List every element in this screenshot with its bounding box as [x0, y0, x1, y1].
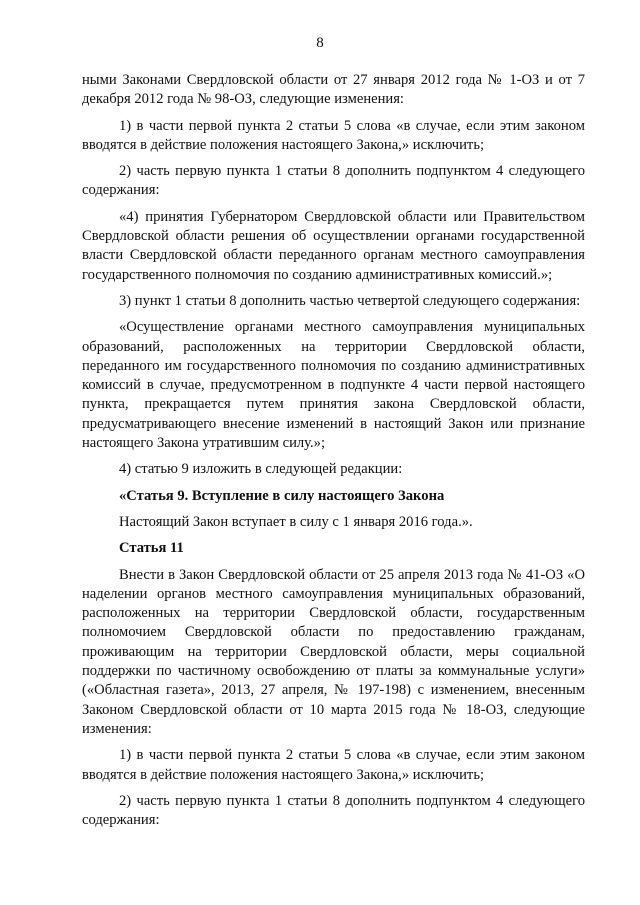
- paragraph-item-3: 3) пункт 1 статьи 8 дополнить частью четвертой следующего содержания:: [119, 292, 581, 309]
- page-number: 8: [316, 35, 324, 51]
- paragraph-article-9-text: Настоящий Закон вступает в силу с 1 января 2016 года.».: [119, 513, 473, 530]
- paragraph-article-11-item-1: 1) в части первой пункта 2 статьи 5 слова «в случае, если этим законом вводятся в действие положения настоящего Закона,» исключить;: [82, 747, 585, 783]
- paragraph-continuation: ными Законами Свердловской области от 27 января 2012 года № 1-ОЗ и от 7 декабря 2012 года № 98-ОЗ, следующие изменения:: [82, 72, 585, 108]
- paragraph-item-1: 1) в части первой пункта 2 статьи 5 слова «в случае, если этим законом вводятся в действие положения настоящего Закона,» исключить;: [82, 117, 585, 153]
- article-11-heading: Статья 11: [119, 540, 184, 557]
- paragraph-item-2: 2) часть первую пункта 1 статьи 8 дополнить подпунктом 4 следующего содержания:: [82, 163, 585, 199]
- paragraph-quote-item-4: «4) принятия Губернатором Свердловской области или Правительством Свердловской области решения об осуществлении органами государственной власти Свердловской области переданного органам местного самоуправления государственного полномочия по созданию административных комиссий.»;: [82, 208, 585, 283]
- document-body: [82, 71, 585, 837]
- paragraph-item-4: 4) статью 9 изложить в следующей редакции:: [119, 461, 403, 478]
- paragraph-quote-part-4: «Осуществление органами местного самоуправления муниципальных образований, расположенных на территории Свердловской области, переданного им государственного полномочия по созданию административных комиссий в случае, предусмотренном в подпункте 4 части первой настоящего пункта, прекращается путем принятия закона Свердловской области, предусматривающего внесение изменений в настоящий Закон или признание настоящего Закона утратившим силу.»;: [82, 319, 585, 452]
- article-9-heading: «Статья 9. Вступление в силу настоящего Закона: [119, 487, 445, 504]
- paragraph-article-11-intro: Внести в Закон Свердловской области от 25 апреля 2013 года № 41-ОЗ «О наделении органов местного самоуправления муниципальных образований, расположенных на территории Свердловской области, государственным полномочием Свердловской области по предоставлению гражданам, проживающим на территории Свердловской области, меры социальной поддержки по частичному освобождению от платы за коммунальные услуги» («Областная газета», 2013, 27 апреля, № 197-198) с изменением, внесенным Законом Свердловской области от 10 марта 2015 года № 18-ОЗ, следующие изменения:: [82, 566, 585, 737]
- paragraph-article-11-item-2: 2) часть первую пункта 1 статьи 8 дополнить подпунктом 4 следующего содержания:: [82, 792, 585, 829]
